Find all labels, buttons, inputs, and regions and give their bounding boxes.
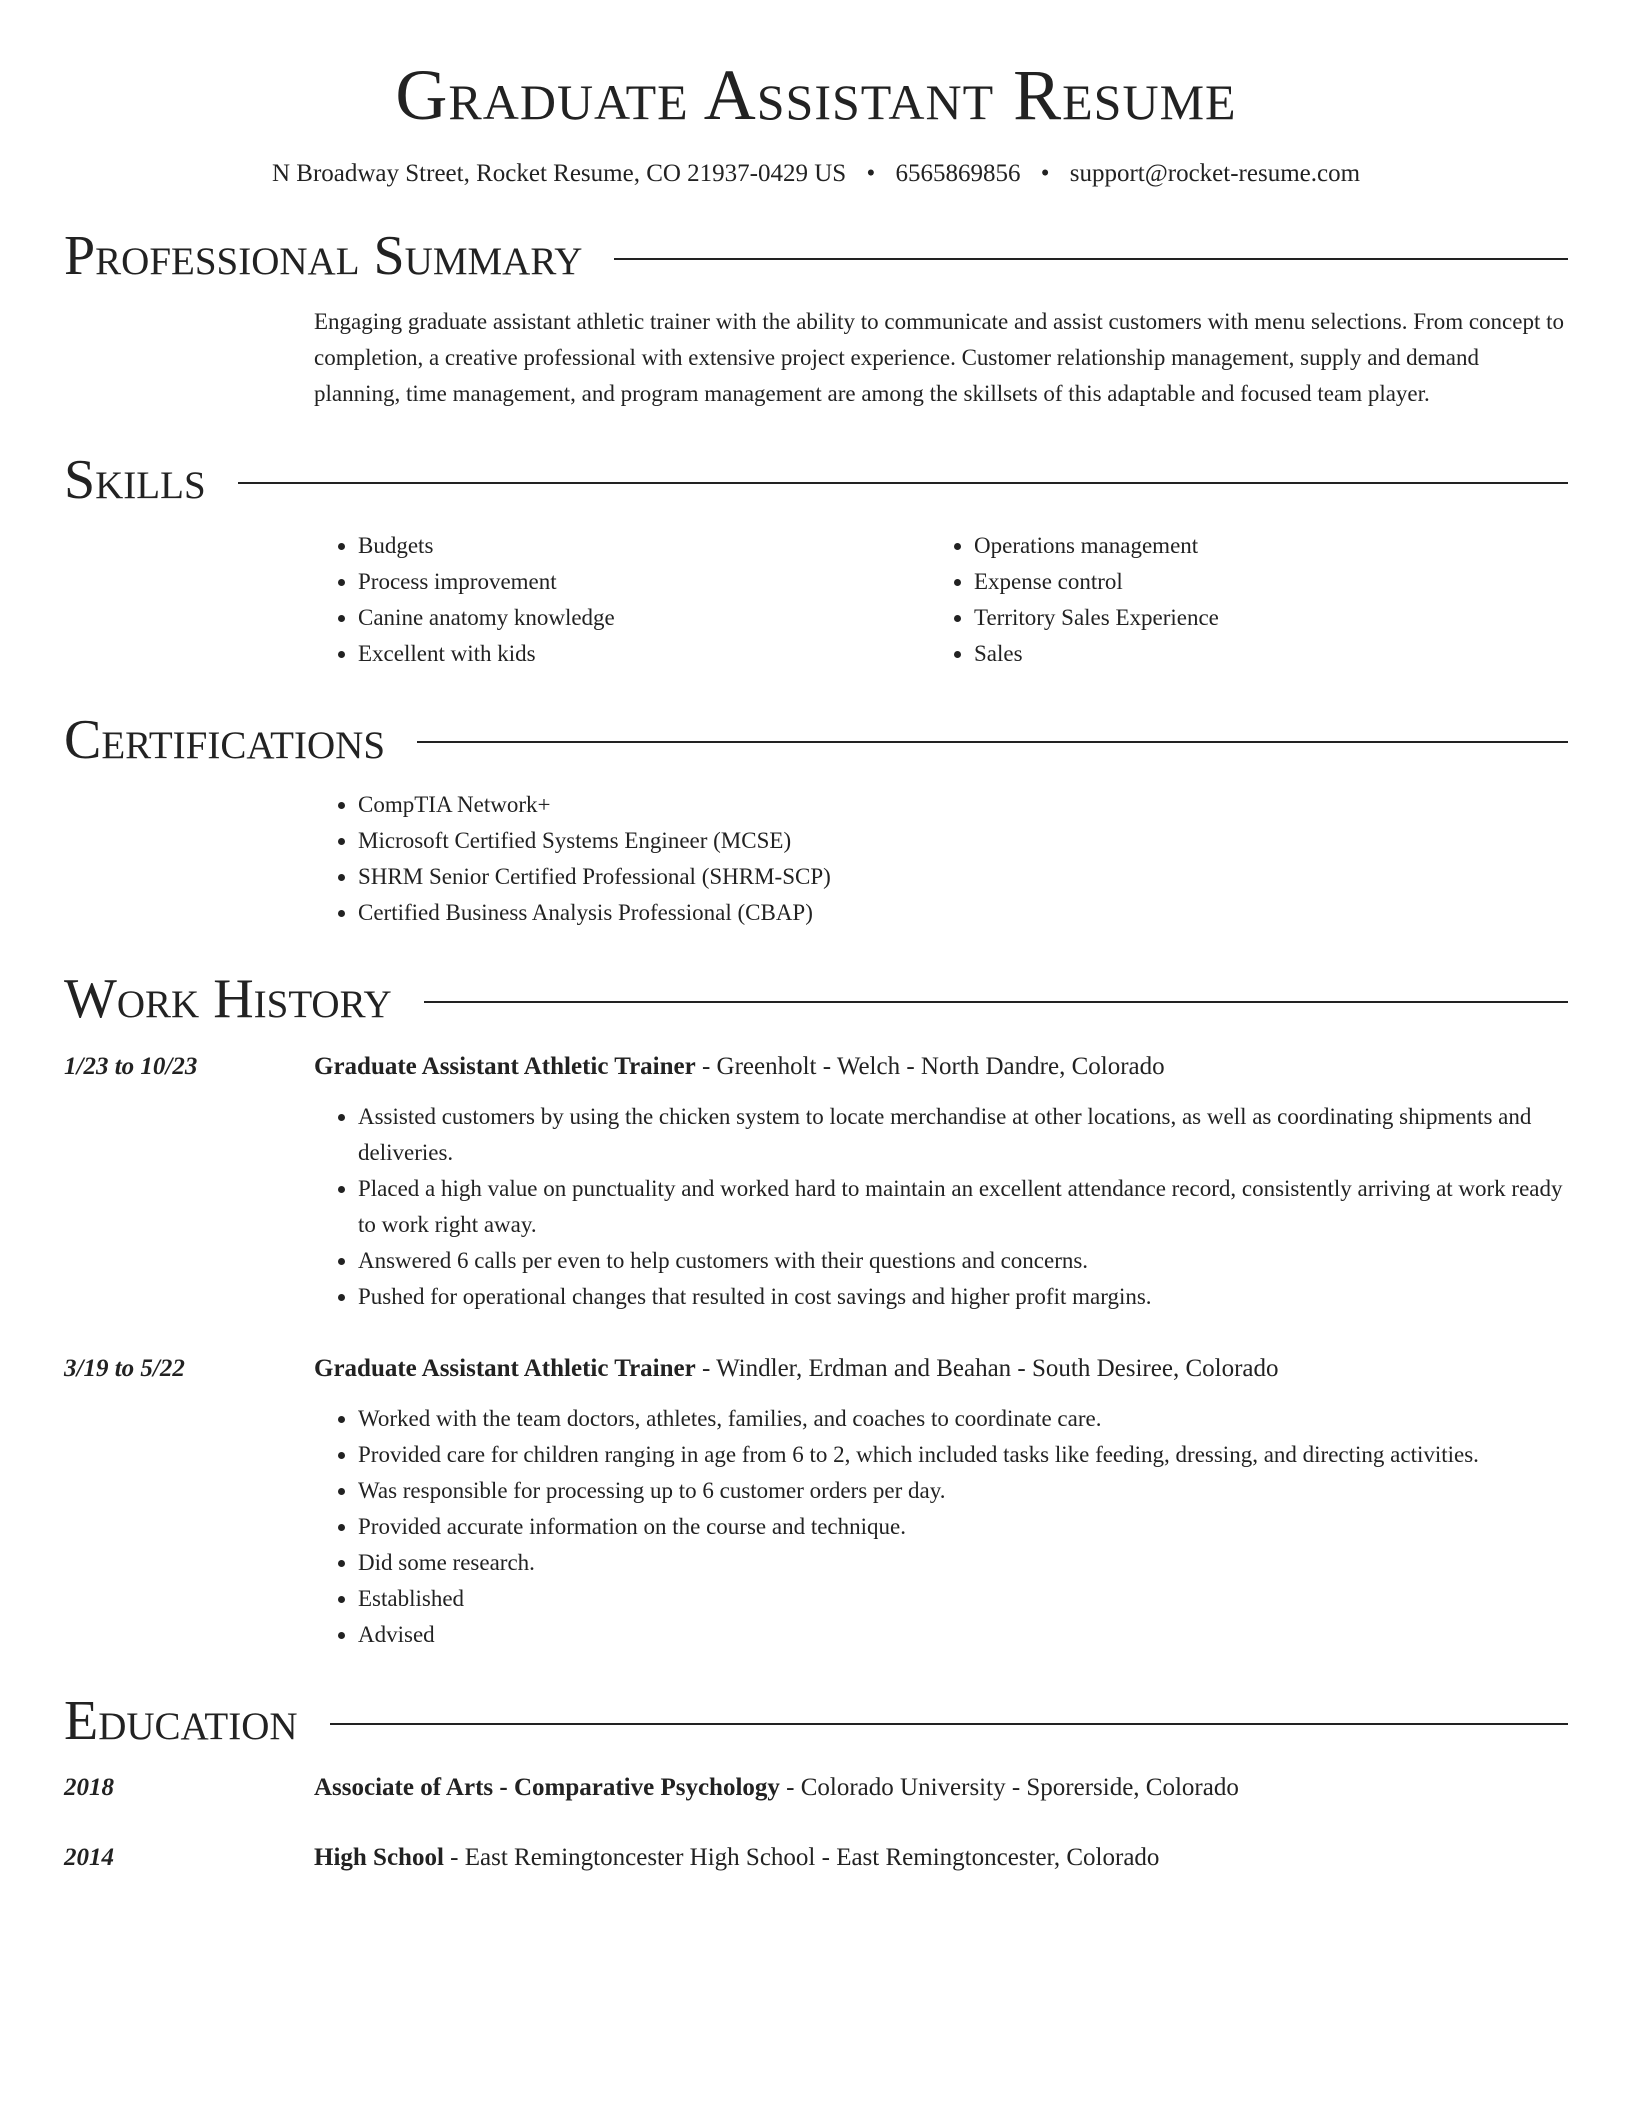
job-title: Graduate Assistant Athletic Trainer	[314, 1354, 696, 1382]
skills-heading: Skills	[64, 448, 206, 511]
certification-item: • CompTIA Network+	[358, 787, 1568, 823]
summary-body	[314, 304, 1568, 412]
certifications-section-header	[64, 710, 1568, 772]
job-details	[314, 1351, 1568, 1653]
job-bullet: • Placed a high value on punctuality and worked hard to maintain an excellent attendance record, consistently arriving at work ready to work right away.	[358, 1171, 1568, 1243]
skill-item: • Expense control	[974, 564, 1546, 600]
skills-list-left	[314, 528, 930, 672]
section-divider	[330, 1723, 1568, 1725]
contact-address: N Broadway Street, Rocket Resume, CO 21937-0429 US	[271, 160, 847, 188]
certifications-list	[314, 787, 1568, 931]
job-title: Graduate Assistant Athletic Trainer	[314, 1052, 696, 1080]
job-dates: 1/23 to 10/23	[64, 1052, 198, 1080]
job-heading	[314, 1351, 1568, 1387]
certification-item: • Certified Business Analysis Professional (CBAP)	[358, 895, 1568, 931]
job-bullet: • Worked with the team doctors, athletes, families, and coaches to coordinate care.	[358, 1401, 1568, 1437]
education-section-header	[64, 1691, 1568, 1753]
skills-column-left	[314, 528, 930, 672]
job-bullet: • Advised	[358, 1617, 1568, 1653]
job-bullet: • Was responsible for processing up to 6 customer orders per day.	[358, 1473, 1568, 1509]
job-bullet: • Established	[358, 1581, 1568, 1617]
summary-heading: Professional Summary	[64, 225, 583, 288]
skill-item: • Process improvement	[358, 564, 930, 600]
job-employer-location: - Windler, Erdman and Beahan - South Desiree, Colorado	[695, 1354, 1279, 1382]
work-section-header	[64, 969, 1568, 1031]
job-bullets	[314, 1401, 1568, 1653]
summary-section-header	[64, 226, 1568, 288]
job-employer-location: - Greenholt - Welch - North Dandre, Colorado	[695, 1052, 1165, 1080]
job-entry	[64, 1351, 1568, 1653]
contact-phone: 6565869856	[895, 160, 1021, 188]
education-details	[314, 1840, 1568, 1876]
job-heading	[314, 1049, 1568, 1085]
skills-body	[314, 528, 1568, 672]
education-degree: High School	[314, 1844, 444, 1872]
education-year: 2018	[64, 1774, 114, 1802]
education-entry	[64, 1770, 1568, 1806]
job-dates: 3/19 to 5/22	[64, 1354, 185, 1382]
job-bullet: • Assisted customers by using the chicken system to locate merchandise at other locations, as well as coordinating shipments and deliveries.	[358, 1099, 1568, 1171]
job-entry	[64, 1049, 1568, 1315]
summary-text: Engaging graduate assistant athletic trainer with the ability to communicate and assist customers with menu selections. From concept to completion, a creative professional with extensive project experience. Customer relationship management, supply and demand planning, time management, and program management are among the skillsets of this adaptable and focused team player.	[314, 308, 1564, 406]
section-divider	[424, 1001, 1568, 1003]
skills-grid	[314, 528, 1568, 672]
resume-title: Graduate Assistant Resume	[395, 55, 1237, 135]
job-bullet: • Did some research.	[358, 1545, 1568, 1581]
skill-item: • Canine anatomy knowledge	[358, 600, 930, 636]
education-school-location: - Colorado University - Sporerside, Colorado	[779, 1774, 1239, 1802]
skill-item: • Budgets	[358, 528, 930, 564]
section-divider	[238, 482, 1568, 484]
skills-section-header	[64, 450, 1568, 512]
job-bullet: • Pushed for operational changes that resulted in cost savings and higher profit margins.	[358, 1279, 1568, 1315]
education-degree: Associate of Arts - Comparative Psychology	[314, 1774, 780, 1802]
contact-separator: •	[1040, 160, 1050, 188]
skills-column-right	[930, 528, 1546, 672]
job-bullet: • Provided accurate information on the course and technique.	[358, 1509, 1568, 1545]
education-heading: Education	[64, 1689, 298, 1752]
education-details	[314, 1770, 1568, 1806]
certification-item: • Microsoft Certified Systems Engineer (MCSE)	[358, 823, 1568, 859]
education-year: 2014	[64, 1844, 114, 1872]
skill-item: • Sales	[974, 636, 1546, 672]
certifications-heading: Certifications	[64, 708, 386, 771]
skill-item: • Excellent with kids	[358, 636, 930, 672]
contact-separator: •	[866, 160, 876, 188]
education-school-location: - East Remingtoncester High School - East Remingtoncester, Colorado	[443, 1844, 1160, 1872]
skill-item: • Operations management	[974, 528, 1546, 564]
education-entry	[64, 1840, 1568, 1876]
contact-line	[64, 160, 1568, 188]
section-divider	[614, 258, 1568, 260]
contact-email: support@rocket-resume.com	[1069, 160, 1361, 188]
section-divider	[417, 741, 1568, 743]
job-bullets	[314, 1099, 1568, 1315]
skills-list-right	[930, 528, 1546, 672]
job-bullet: • Provided care for children ranging in age from 6 to 2, which included tasks like feeding, dressing, and directing activities.	[358, 1437, 1568, 1473]
job-bullet: • Answered 6 calls per even to help customers with their questions and concerns.	[358, 1243, 1568, 1279]
job-details	[314, 1049, 1568, 1315]
work-heading: Work History	[64, 968, 392, 1031]
skill-item: • Territory Sales Experience	[974, 600, 1546, 636]
certifications-body	[314, 787, 1568, 931]
certification-item: • SHRM Senior Certified Professional (SHRM-SCP)	[358, 859, 1568, 895]
